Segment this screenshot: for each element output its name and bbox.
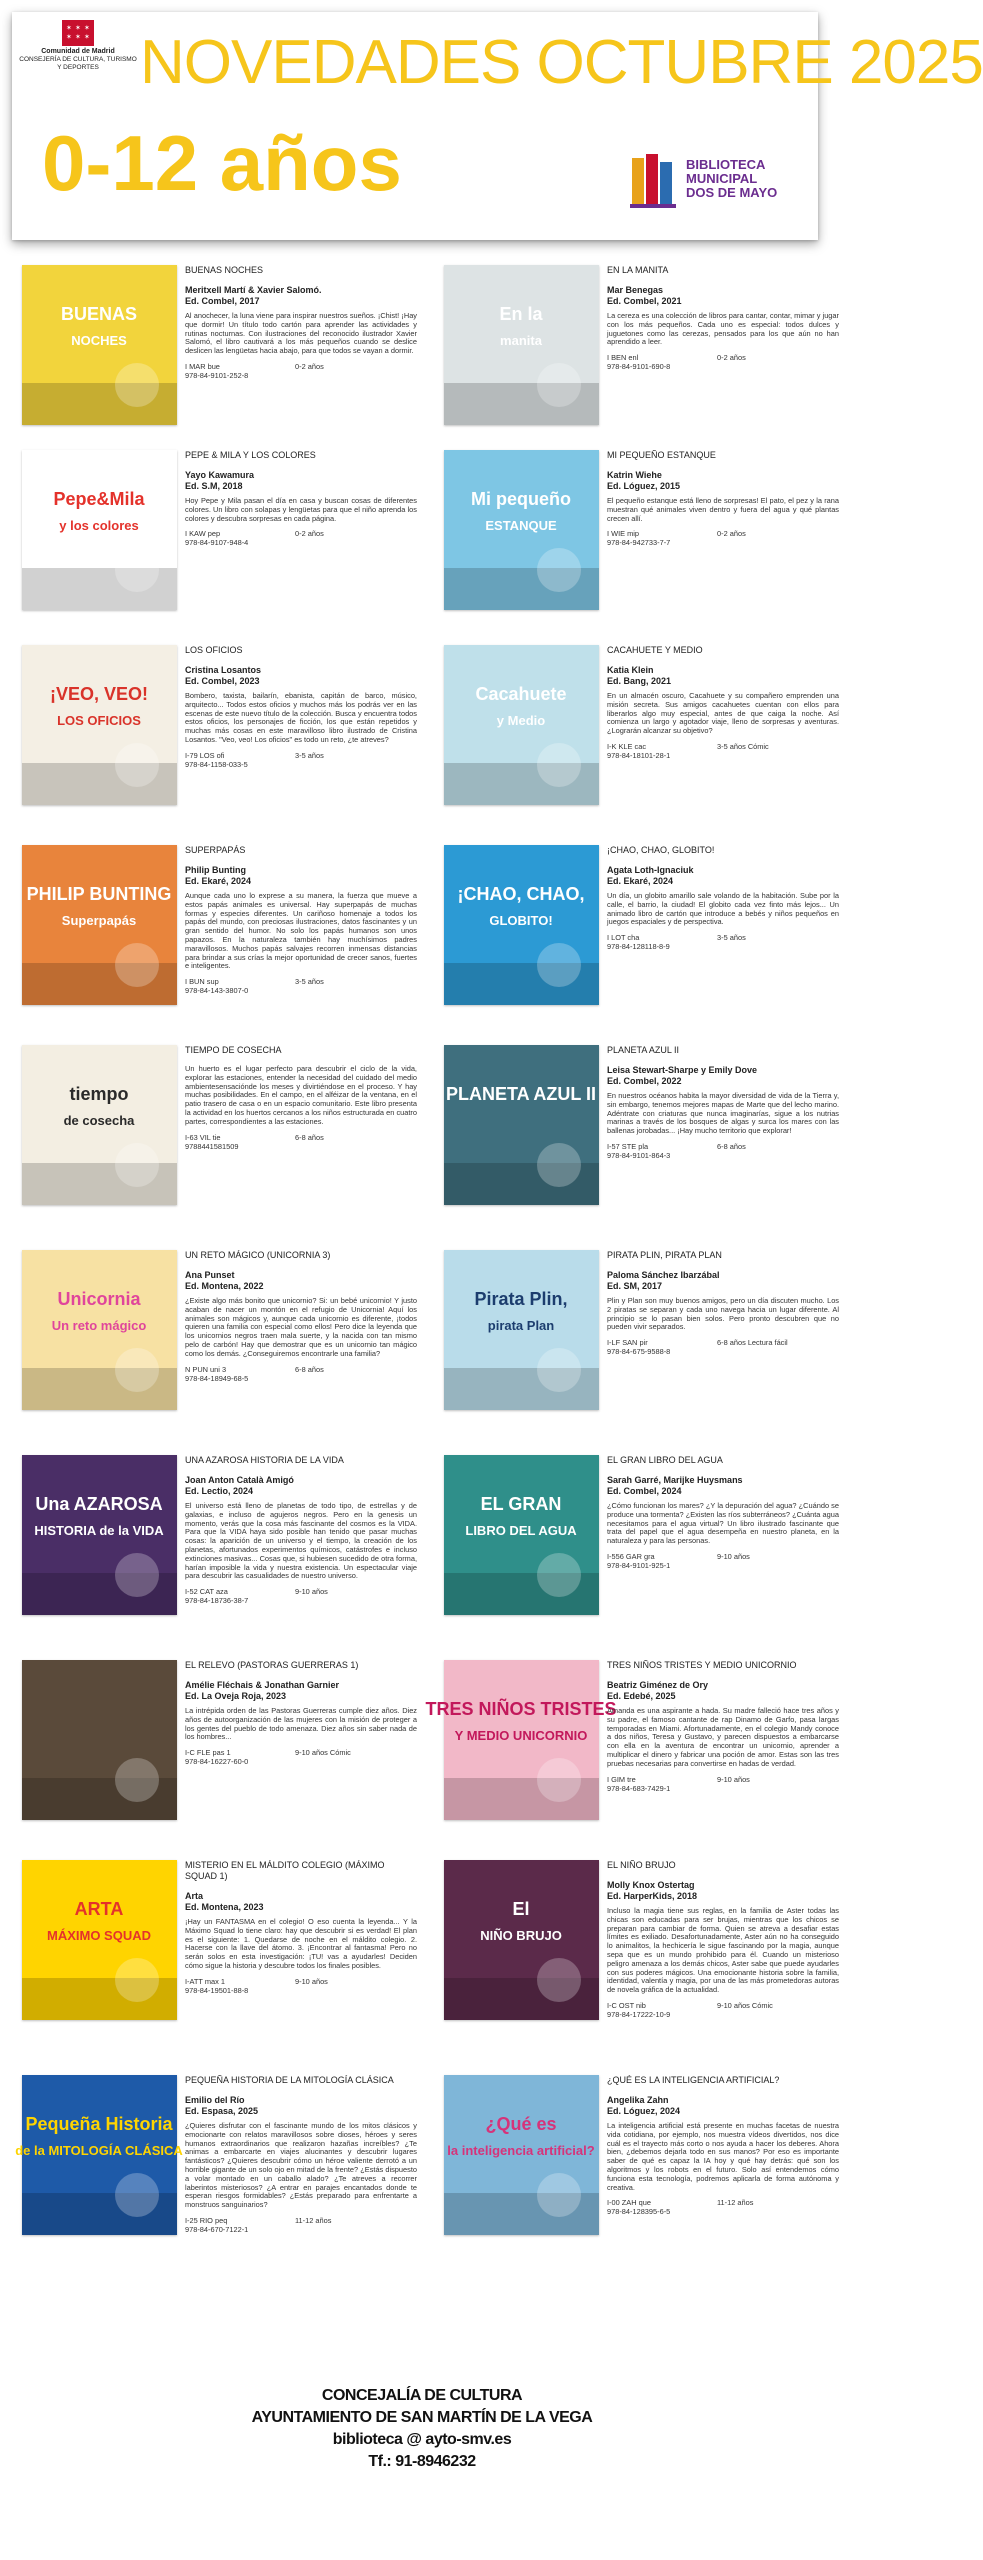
book-author: Molly Knox Ostertag xyxy=(607,1880,695,1890)
book-edition: Ed. Espasa, 2025 xyxy=(185,2106,259,2116)
book-title: SUPERPAPÁS xyxy=(185,845,246,855)
book-author: Meritxell Martí & Xavier Salomó. xyxy=(185,285,322,295)
book-description: Un día, un globito amarillo sale volando de la habitación. Sube por la calle, el barrio, la ciudad! El globito cada vez finto más lejos... Un animado libro de cartón que introduce a bebés y niños pequeños en juegos espaciales y de perspectiva. xyxy=(607,891,839,927)
book-isbn: 9788441581509 xyxy=(185,1141,239,1151)
book-entry-2 xyxy=(444,265,844,443)
book-edition: Ed. Montena, 2022 xyxy=(185,1281,264,1291)
library-logo xyxy=(630,152,820,212)
book-title: PEQUEÑA HISTORIA DE LA MITOLOGÍA CLÁSICA xyxy=(185,2075,394,2085)
library-name-line1: BIBLIOTECA xyxy=(686,157,766,172)
book-signature: I-63 VIL tie xyxy=(185,1132,221,1142)
svg-text:EL GRAN: EL GRAN xyxy=(480,1494,562,1514)
book-cover-image xyxy=(444,845,599,1005)
book-description: ¿Cómo funcionan los mares? ¿Y la depuración del agua? ¿Cuándo se produce una tormenta? ¿Existen las ríos subterráneos? ¿Cuánta agua necesitamos para el agua virtual? Un libro ilustrado fascinante que trata del papel que el agua desempeña en nuestro planeta, en la naturaleza y para las personas. xyxy=(607,1501,839,1546)
book-title: LOS OFICIOS xyxy=(185,645,243,655)
book-edition: Ed. SM, 2017 xyxy=(607,1281,663,1291)
book-entry-18 xyxy=(444,1860,844,2038)
book-age: 9-10 años xyxy=(717,1551,750,1561)
book-description: Aunque cada uno lo exprese a su manera, la fuerza que mueve a estos papás animales es universal. Hay superpapás de muchas formas y especies diferentes. Un cariñoso homenaje a todos los papás del mundo, con preciosas ilustraciones, datos fascinantes y un gran sentido del humor. No solo los papás humanos son unos papazos. En la naturaleza también hay muchísimos padres maravillosos. Muchos papás salvajes recorren inmensas distancias para brindar a sus crías la mejor oportunidad de crecer sanos, fuertes e inteligentes. xyxy=(185,891,417,971)
book-signature: I-57 STE pla xyxy=(607,1141,649,1151)
book-cover xyxy=(22,265,177,425)
book-cover xyxy=(444,845,599,1005)
book-author: Arta xyxy=(185,1891,204,1901)
book-title: TIEMPO DE COSECHA xyxy=(185,1045,282,1055)
book-author: Katrin Wiehe xyxy=(607,470,662,480)
svg-text:Y MEDIO UNICORNIO: Y MEDIO UNICORNIO xyxy=(454,1728,588,1743)
book-isbn: 978-84-18101-28-1 xyxy=(607,750,671,760)
book-cover-image xyxy=(444,1860,599,2020)
book-cover xyxy=(444,265,599,425)
book-entry-7 xyxy=(22,845,422,1023)
book-age: 9-10 años Cómic xyxy=(717,2000,773,2010)
book-isbn: 978-84-9101-925-1 xyxy=(607,1560,671,1570)
book-entry-10 xyxy=(444,1045,844,1223)
svg-text:PHILIP BUNTING: PHILIP BUNTING xyxy=(26,884,172,904)
book-entry-3 xyxy=(22,450,422,628)
book-age: 11-12 años xyxy=(295,2215,332,2225)
book-cover-image xyxy=(22,1860,177,2020)
book-isbn: 978-84-16227-60-0 xyxy=(185,1757,249,1767)
book-age: 3-5 años xyxy=(295,977,324,987)
book-signature: I-52 CAT aza xyxy=(185,1587,228,1597)
book-cover xyxy=(425,1660,617,1820)
book-isbn: 978-84-128118-8-9 xyxy=(607,942,670,952)
book-title: PEPE & MILA Y LOS COLORES xyxy=(185,450,316,460)
svg-text:GLOBITO!: GLOBITO! xyxy=(489,913,553,928)
book-isbn: 978-84-670-7122-1 xyxy=(185,2224,249,2234)
book-edition: Ed. Edebé, 2025 xyxy=(607,1691,676,1701)
book-description: ¿Quieres disfrutar con el fascinante mundo de los mitos clásicos y emocionarte con relatos maravillosos sobre dioses, héroes y seres humanos extraordinarios que realizaron hazañas increíbles? ¿Te animas a embarcarte en viajes alucinantes y descubrir lugares fantásticos? ¿Quieres descubrir cómo un héroe valiente derrotó a un horrible gigante de un solo ojo en mitad de la frente? ¿Estás dispuesto a volar montado en un caballo alado? ¿Te atreves a recorrer laberintos misteriosos? ¿A entrar en parajes encantados donde te esperan riesgos formidables? ¿Estás preparado para enfrentarte a monstruos sanguinarios? xyxy=(185,2121,417,2210)
book-cover-image xyxy=(15,2075,183,2235)
book-age: 9-10 años xyxy=(295,1587,328,1597)
book-isbn: 978-84-9107-948-4 xyxy=(185,538,249,548)
book-cover-image xyxy=(22,1660,177,1820)
book-isbn: 978-84-18949-68-5 xyxy=(185,1373,249,1383)
book-signature: I-ATT max 1 xyxy=(185,1976,225,1986)
svg-text:MÁXIMO SQUAD: MÁXIMO SQUAD xyxy=(47,1928,151,1943)
book-signature: I BEN enl xyxy=(607,353,639,363)
book-author: Ana Punset xyxy=(185,1270,235,1280)
svg-text:Cacahuete: Cacahuete xyxy=(475,684,567,704)
book-age: 0-2 años xyxy=(295,529,324,539)
book-isbn: 978-84-9101-864-3 xyxy=(607,1150,671,1160)
page-title: NOVEDADES OCTUBRE 2025 xyxy=(140,28,983,97)
book-edition: Ed. Combel, 2024 xyxy=(607,1486,682,1496)
book-title: ¿QUÉ ES LA INTELIGENCIA ARTIFICIAL? xyxy=(607,2075,780,2085)
book-description: Al anochecer, la luna viene para inspirar nuestros sueños. ¡Chist! ¡Hay que dormir! Un título todo cartón para aprender las actividades y rutinas nocturnas. Con ilustraciones del reconocido ilustrador Xavier Salomó, el libro cautivará a los más pequeños cuando se deslice deslicen las lengüetas hacia abajo, para que todos se vayan a dormir. xyxy=(185,311,417,356)
svg-text:¡CHAO, CHAO,: ¡CHAO, CHAO, xyxy=(457,884,585,904)
book-author: Katia Klein xyxy=(607,665,654,675)
svg-text:Pequeña Historia: Pequeña Historia xyxy=(25,2114,173,2134)
book-entry-20 xyxy=(444,2075,844,2253)
book-age: 6-8 años xyxy=(295,1364,324,1374)
book-title: EN LA MANITA xyxy=(607,265,669,275)
book-isbn: 978-84-683-7429-1 xyxy=(607,1783,671,1793)
book-cover-image xyxy=(444,450,599,610)
book-entry-16 xyxy=(425,1660,844,1838)
book-title: EL GRAN LIBRO DEL AGUA xyxy=(607,1455,723,1465)
book-description: En nuestros océanos habita la mayor diversidad de vida de la Tierra y, sin embargo, tenemos mejores mapas de Marte que del lecho marino. Adéntrate con criaturas que nunca imaginarías, sigue a los nutrias marinas a través de los bosques de algas y surca los mares con las ballenas jorobadas... ¡Hay mucho territorio que explorar! xyxy=(607,1091,839,1136)
book-cover-image xyxy=(22,1250,177,1410)
book-author: Emilio del Río xyxy=(185,2095,245,2105)
book-cover-image xyxy=(22,1455,177,1615)
book-cover-image xyxy=(444,2075,599,2235)
book-cover-image xyxy=(444,265,599,425)
svg-text:de la MITOLOGÍA CLÁSICA: de la MITOLOGÍA CLÁSICA xyxy=(15,2143,183,2158)
svg-text:Superpapás: Superpapás xyxy=(61,913,137,928)
svg-text:Unicornia: Unicornia xyxy=(57,1289,141,1309)
book-entry-17 xyxy=(22,1860,422,2038)
book-age: 3-5 años xyxy=(295,750,324,760)
library-logo-icon xyxy=(630,152,680,210)
book-age: 0-2 años xyxy=(717,353,746,363)
book-author: Paloma Sánchez Ibarzábal xyxy=(607,1270,720,1280)
madrid-flag-icon: ✶ ✶ ✶ ✶ ✶ ✶ xyxy=(62,20,94,46)
book-description: Incluso la magia tiene sus reglas, en la familia de Aster todas las chicas son educadas para ser brujas, mientras que los chicos se preparan para cambiar de forma. Quien se atreva a desafiar estas límites es exiliado. Desafortunadamente, Aster aún no ha conseguido lo animalitos, la hechicería le sigue fascinando por la magia, aunque sepa que es un mundo prohibido para él. Cuando un misterioso peligro amenaza a los demás chicos, Aster sabe que puede ayudarles con sus poderes mágicos. Una emocionante historia sobre la familia, identidad, valentía y magia, por una de las más prometedoras autoras de novela gráfica de la actualidad. xyxy=(607,1906,839,1995)
svg-text:la inteligencia artificial?: la inteligencia artificial? xyxy=(447,2143,595,2158)
book-signature: I-79 LOS ofi xyxy=(185,750,225,760)
book-signature: I-LF SAN pir xyxy=(607,1338,648,1348)
svg-text:Mi pequeño: Mi pequeño xyxy=(471,489,571,509)
book-cover xyxy=(22,845,177,1005)
book-cover-image xyxy=(22,450,177,610)
svg-text:ESTANQUE: ESTANQUE xyxy=(485,518,557,533)
book-isbn: 978-84-128395-6-5 xyxy=(607,2207,671,2217)
book-entry-1 xyxy=(22,265,422,443)
footer-dept: CONCEJALÍA DE CULTURA xyxy=(321,2387,523,2404)
book-age: 6-8 años Lectura fácil xyxy=(717,1338,788,1348)
footer-council: AYUNTAMIENTO DE SAN MARTÍN DE LA VEGA xyxy=(251,2409,593,2426)
book-cover xyxy=(22,1045,177,1205)
book-signature: I MAR bue xyxy=(185,361,220,371)
book-isbn: 978-84-18736-38-7 xyxy=(185,1596,249,1606)
book-cover xyxy=(444,1045,599,1205)
book-title: ¡CHAO, CHAO, GLOBITO! xyxy=(607,845,715,855)
book-title: TRES NIÑOS TRISTES Y MEDIO UNICORNIO xyxy=(607,1660,797,1670)
svg-text:y Medio: y Medio xyxy=(496,713,546,728)
svg-text:NIÑO BRUJO: NIÑO BRUJO xyxy=(480,1928,562,1943)
book-cover-image xyxy=(444,1455,599,1615)
svg-text:¡VEO, VEO!: ¡VEO, VEO! xyxy=(49,684,149,704)
svg-text:Una AZAROSA: Una AZAROSA xyxy=(35,1494,163,1514)
svg-text:Pepe&Mila: Pepe&Mila xyxy=(53,489,145,509)
book-author: Agata Loth-Ignaciuk xyxy=(607,865,694,875)
svg-text:PLANETA AZUL II: PLANETA AZUL II xyxy=(446,1084,596,1104)
org-dept: CONSEJERÍA DE CULTURA, TURISMO Y DEPORTES xyxy=(19,56,137,71)
book-edition: Ed. Combel, 2017 xyxy=(185,296,260,306)
book-description: Un huerto es el lugar perfecto para descubrir el ciclo de la vida, explorar las estaciones, entender la necesidad del cuidado del medio ambientesensaciónde los meses y divirtiéndose en el proceso. Y hay muchas posibilidades. En el campo, en el alféizar de la ventana, en el patio trasero de casa o en un espacio comunitario. Este libro presenta la actividad en los huertos cercanos a los niños estructurada en cuatro partes, correspondientes a las estaciones. xyxy=(185,1064,417,1126)
book-cover xyxy=(444,2075,599,2235)
book-edition: Ed. Ekaré, 2024 xyxy=(607,876,674,886)
book-entry-13 xyxy=(22,1455,422,1633)
svg-text:pirata Plan: pirata Plan xyxy=(487,1318,555,1333)
book-cover xyxy=(15,2075,183,2235)
book-age: 9-10 años xyxy=(717,1774,750,1784)
org-name: Comunidad de Madrid xyxy=(41,48,115,55)
book-edition: Ed. HarperKids, 2018 xyxy=(607,1891,698,1901)
book-title: PIRATA PLIN, PIRATA PLAN xyxy=(607,1250,722,1260)
svg-text:manita: manita xyxy=(500,333,542,348)
book-isbn: 978-84-9101-252-8 xyxy=(185,370,249,380)
book-signature: I GIM tre xyxy=(607,1774,636,1784)
book-signature: I-C FLE pas 1 xyxy=(185,1748,231,1758)
book-entry-14 xyxy=(444,1455,844,1633)
book-cover xyxy=(444,450,599,610)
book-cover xyxy=(22,1250,177,1410)
book-description: El pequeño estanque está lleno de sorpresas! El pato, el pez y la rana muestran qué animales viven dentro y fuera del agua y qué plantas crecen allí. xyxy=(607,496,839,523)
book-isbn: 978-84-1158-033-5 xyxy=(185,759,248,769)
book-edition: Ed. S.M, 2018 xyxy=(185,481,243,491)
book-signature: I-00 ZAH que xyxy=(607,2198,651,2208)
book-cover xyxy=(444,1250,599,1410)
book-entry-5 xyxy=(22,645,422,823)
svg-text:TRES NIÑOS TRISTES: TRES NIÑOS TRISTES xyxy=(425,1699,617,1719)
book-description: La inteligencia artificial está presente en muchas facetas de nuestra vida cotidiana, por ejemplo, nos muestra vídeos divertidos, nos dice cuál es el trayecto más corto o nos ayuda a hacer los deberes. Ahora bien, ¿debemos dejarla todo en sus manos? Por eso es importante saber de qué es capaz la IA hoy y qué hay detrás: qué son los algoritmos y los robots en el futuro. Solo así entendemos cómo funciona esta tecnología, podremos aplicarla de forma autónoma y creativa. xyxy=(607,2121,839,2192)
svg-text:de cosecha: de cosecha xyxy=(63,1113,135,1128)
book-cover-image xyxy=(444,1250,599,1410)
library-name-line2: MUNICIPAL xyxy=(686,171,758,186)
book-author: Sarah Garré, Marijke Huysmans xyxy=(607,1475,743,1485)
book-author: Amélie Fléchais & Jonathan Garnier xyxy=(185,1680,340,1690)
book-signature: N PUN uni 3 xyxy=(185,1364,227,1374)
svg-text:BUENAS: BUENAS xyxy=(60,304,138,324)
book-age: 3-5 años Cómic xyxy=(717,741,769,751)
book-signature: I-25 RIO peq xyxy=(185,2215,228,2225)
book-age: 0-2 años xyxy=(717,529,746,539)
book-title: CACAHUETE Y MEDIO xyxy=(607,645,703,655)
book-age: 6-8 años xyxy=(717,1141,746,1151)
footer-email: biblioteca @ ayto-smv.es xyxy=(332,2431,512,2448)
svg-text:¿Qué es: ¿Qué es xyxy=(485,2114,557,2134)
book-author: Mar Benegas xyxy=(607,285,664,295)
book-description: La cereza es una colección de libros para cantar, contar, mimar y jugar con los más pequeños. Cada uno es especial: todos dulces y juguetones como las cerezas, pensados para los que aún no han aprendido a leer. xyxy=(607,311,839,347)
book-description: La intrépida orden de las Pastoras Guerreras cumple diez años. Diez años de autoorganización de las mujeres con la misión de proteger a los gentes del pueblo de todo amenaza. Diez años sin saber nada de los hombres... xyxy=(185,1706,417,1742)
book-description: Amanda es una aspirante a hada. Su madre falleció hace tres años y su padre, el famoso cantante de rap Dinamo de Garfo, pasa largas temporadas en Miami. Afortunadamente, en el colegio Mandy conoce a dos niños, Teresa y Gustavo, y parecen dispuestos a embarcarse con ella en la aventura de encontrar un unicornio, aprender a multiplicar el dinero y fabricar una poción de amor. Estas son las tres pruebas necesarias para convertirse en hadas de verdad. xyxy=(607,1706,839,1768)
library-name-line3: DOS DE MAYO xyxy=(686,185,778,200)
book-author: Philip Bunting xyxy=(185,865,246,875)
svg-text:LIBRO DEL AGUA: LIBRO DEL AGUA xyxy=(465,1523,577,1538)
book-cover xyxy=(22,1455,177,1615)
book-description: ¡Hay un FANTASMA en el colegio! O eso cuenta la leyenda... Y la Máximo Squad lo tiene claro: hay que descubrir si es verdad! El plan es el siguiente: 1. Quedarse de noche en el máldito colegio. 2. Hacerse con la llave del átomo. 3. ¡Encontrar al fantasma! Pero no serán solos en esta investigación: ¡TU! vas a ayudarles! Deciden cómo sigue la historia y descubre todos los finales posibles. xyxy=(185,1917,417,1970)
age-range-title: 0-12 años xyxy=(42,119,402,207)
book-title: EL NIÑO BRUJO xyxy=(607,1860,676,1870)
book-isbn: 978-84-19501-88-8 xyxy=(185,1985,249,1995)
book-signature: I-K KLE cac xyxy=(607,741,647,751)
svg-text:En la: En la xyxy=(499,304,543,324)
book-isbn: 978-84-143-3807-0 xyxy=(185,986,249,996)
footer-phone: Tf.: 91-8946232 xyxy=(368,2453,476,2470)
book-entry-11 xyxy=(22,1250,422,1428)
book-cover-image xyxy=(425,1660,617,1820)
book-cover-image xyxy=(444,1045,599,1205)
book-description: El universo está lleno de planetas de todo tipo, de estrellas y de galaxias, e incluso de agujeros negros. Pero en la genesis un momento, verás que la cosa más fascinante del cosmos es la VIDA. Para que la VIDA haya sido posible han tenido que pasar muchas cosas: la aparición de un universo y el tiempo, la creación de los planetas, afortunados experimentos químicos, catástrofes e incluso extinciones masivas... Cosas que, si hubiesen sucedido de otra forma, harían imposible la vida y nuestra existencia. Un espectacular viaje para descubrir las casualidades de nuestro universo. xyxy=(185,1501,417,1581)
svg-text:Un reto mágico: Un reto mágico xyxy=(51,1318,147,1333)
book-edition: Ed. Combel, 2021 xyxy=(607,296,682,306)
book-age: 0-2 años xyxy=(295,361,324,371)
footer xyxy=(0,2385,844,2473)
book-entry-8 xyxy=(444,845,844,1023)
book-signature: I-556 GAR gra xyxy=(607,1551,655,1561)
book-cover-image xyxy=(444,645,599,805)
book-description: En un almacén oscuro, Cacahuete y su compañero emprenden una misión secreta. Sus amigos cacahuetes cuentan con ellos para liberarlos algo muy especial, antes de que caiga la noche. Así comienza un largo y agotador viaje, lleno de sorpresas y aventuras. ¿Lograrán alcanzar su objetivo? xyxy=(607,691,839,736)
comunidad-madrid-logo xyxy=(18,20,138,72)
book-author: Yayo Kawamura xyxy=(185,470,255,480)
book-title: EL RELEVO (PASTORAS GUERRERAS 1) xyxy=(185,1660,359,1670)
book-cover xyxy=(22,645,177,805)
book-cover-image xyxy=(22,1045,177,1205)
book-entry-6 xyxy=(444,645,844,823)
book-edition: Ed. Bang, 2021 xyxy=(607,676,672,686)
book-entry-4 xyxy=(444,450,844,628)
book-signature: I WIE mip xyxy=(607,529,640,539)
book-description: Bombero, taxista, bailarín, ebanista, capitán de barco, músico, arquitecto... Todos estos oficios y muchos más los podrás ver en las escenas de este nuevo título de la colección. Busca y encuentra todos estos oficios, los personajes de ficción, los que están repetidos y muchas más cosas en este maravilloso libro ilustrado de Cristina Losantos. "Veo, veo! Los oficios" es todo un reto, ¿te atreves? xyxy=(185,691,417,744)
svg-text:ARTA: ARTA xyxy=(74,1899,124,1919)
book-cover xyxy=(444,645,599,805)
book-age: 3-5 años xyxy=(717,933,746,943)
book-isbn: 978-84-9101-690-8 xyxy=(607,362,671,372)
svg-text:LOS OFICIOS: LOS OFICIOS xyxy=(57,713,141,728)
book-edition: Ed. La Oveja Roja, 2023 xyxy=(185,1691,287,1701)
book-isbn: 978-84-675-9588-8 xyxy=(607,1347,671,1357)
svg-text:tiempo: tiempo xyxy=(69,1084,129,1104)
book-title: MI PEQUEÑO ESTANQUE xyxy=(607,450,716,460)
book-entry-19 xyxy=(15,2075,422,2253)
book-signature: I BUN sup xyxy=(185,977,219,987)
book-description: Hoy Pepe y Mila pasan el día en casa y buscan cosas de diferentes colores. Un libro con solapas y lengüetas para que el niño aprenda los colores y descubra sorpresas en cada página. xyxy=(185,496,417,523)
book-cover-image xyxy=(22,845,177,1005)
book-edition: Ed. Lóguez, 2024 xyxy=(607,2106,681,2116)
book-title: MISTERIO EN EL MÁLDITO COLEGIO (MÁXIMO SQUAD 1) xyxy=(185,1860,385,1881)
book-age: 9-10 años Cómic xyxy=(295,1748,351,1758)
book-edition: Ed. Montena, 2023 xyxy=(185,1902,264,1912)
book-age: 9-10 años xyxy=(295,1976,328,1986)
book-author: Cristina Losantos xyxy=(185,665,262,675)
book-signature: I KAW pep xyxy=(185,529,221,539)
book-description: ¿Existe algo más bonito que unicornio? Si: un bebé unicornio! Y justo acaban de nacer un montón en el refugio de Unicornia! Aquí los animales son mágicos y, aunque cada unicornio es diferente, ¡todos quieren una familia con especial como ellos! Pero dice la leyenda que los unicornios negros traen mala suerte, y la nacida con tan mismo pelo de carbón! Hay que demostrar que es un unicornio tan mágico como los demás. ¿Conseguiremos encontrarle una familia? xyxy=(185,1296,417,1358)
book-author: Joan Anton Català Amigó xyxy=(185,1475,294,1485)
book-author: Angelika Zahn xyxy=(607,2095,669,2105)
book-age: 11-12 años xyxy=(717,2198,754,2208)
book-edition: Ed. Ekaré, 2024 xyxy=(185,876,252,886)
svg-text:El: El xyxy=(512,1899,530,1919)
book-signature: I LOT cha xyxy=(607,933,640,943)
svg-text:HISTORIA de la VIDA: HISTORIA de la VIDA xyxy=(34,1523,164,1538)
book-isbn: 978-84-17222-10-9 xyxy=(607,2009,671,2019)
book-entry-12 xyxy=(444,1250,844,1428)
book-edition: Ed. Combel, 2022 xyxy=(607,1076,682,1086)
book-title: UNA AZAROSA HISTORIA DE LA VIDA xyxy=(185,1455,344,1465)
book-cover xyxy=(22,1860,177,2020)
book-cover xyxy=(22,1660,177,1820)
svg-text:Pirata Plin,: Pirata Plin, xyxy=(474,1289,568,1309)
book-cover-image xyxy=(22,265,177,425)
book-edition: Ed. Lectio, 2024 xyxy=(185,1486,254,1496)
book-author: Leisa Stewart-Sharpe y Emily Dove xyxy=(607,1065,758,1075)
book-description: Plin y Plan son muy buenos amigos, pero un día discuten mucho. Los 2 piratas se separan y cada uno navega hacia un lugar diferente. Al principio se lo pasan bien solos. Pero pronto descubren que no pueden vivir separados. xyxy=(607,1296,839,1332)
book-edition: Ed. Lóguez, 2015 xyxy=(607,481,681,491)
book-entry-9 xyxy=(22,1045,422,1223)
book-signature: I-C OST nib xyxy=(607,2000,646,2010)
book-cover xyxy=(22,450,177,610)
book-age: 6-8 años xyxy=(295,1132,324,1142)
book-isbn: 978-84-942733-7-7 xyxy=(607,538,671,548)
book-title: PLANETA AZUL II xyxy=(607,1045,680,1055)
book-edition: Ed. Combel, 2023 xyxy=(185,676,260,686)
book-author: Beatriz Giménez de Ory xyxy=(607,1680,709,1690)
book-cover xyxy=(444,1455,599,1615)
book-entry-15 xyxy=(22,1660,422,1838)
book-cover-image xyxy=(22,645,177,805)
book-title: BUENAS NOCHES xyxy=(185,265,264,275)
svg-text:NOCHES: NOCHES xyxy=(71,333,127,348)
svg-text:y los colores: y los colores xyxy=(59,518,139,533)
book-title: UN RETO MÁGICO (UNICORNIA 3) xyxy=(185,1250,331,1260)
book-cover xyxy=(444,1860,599,2020)
header-banner xyxy=(12,12,983,240)
